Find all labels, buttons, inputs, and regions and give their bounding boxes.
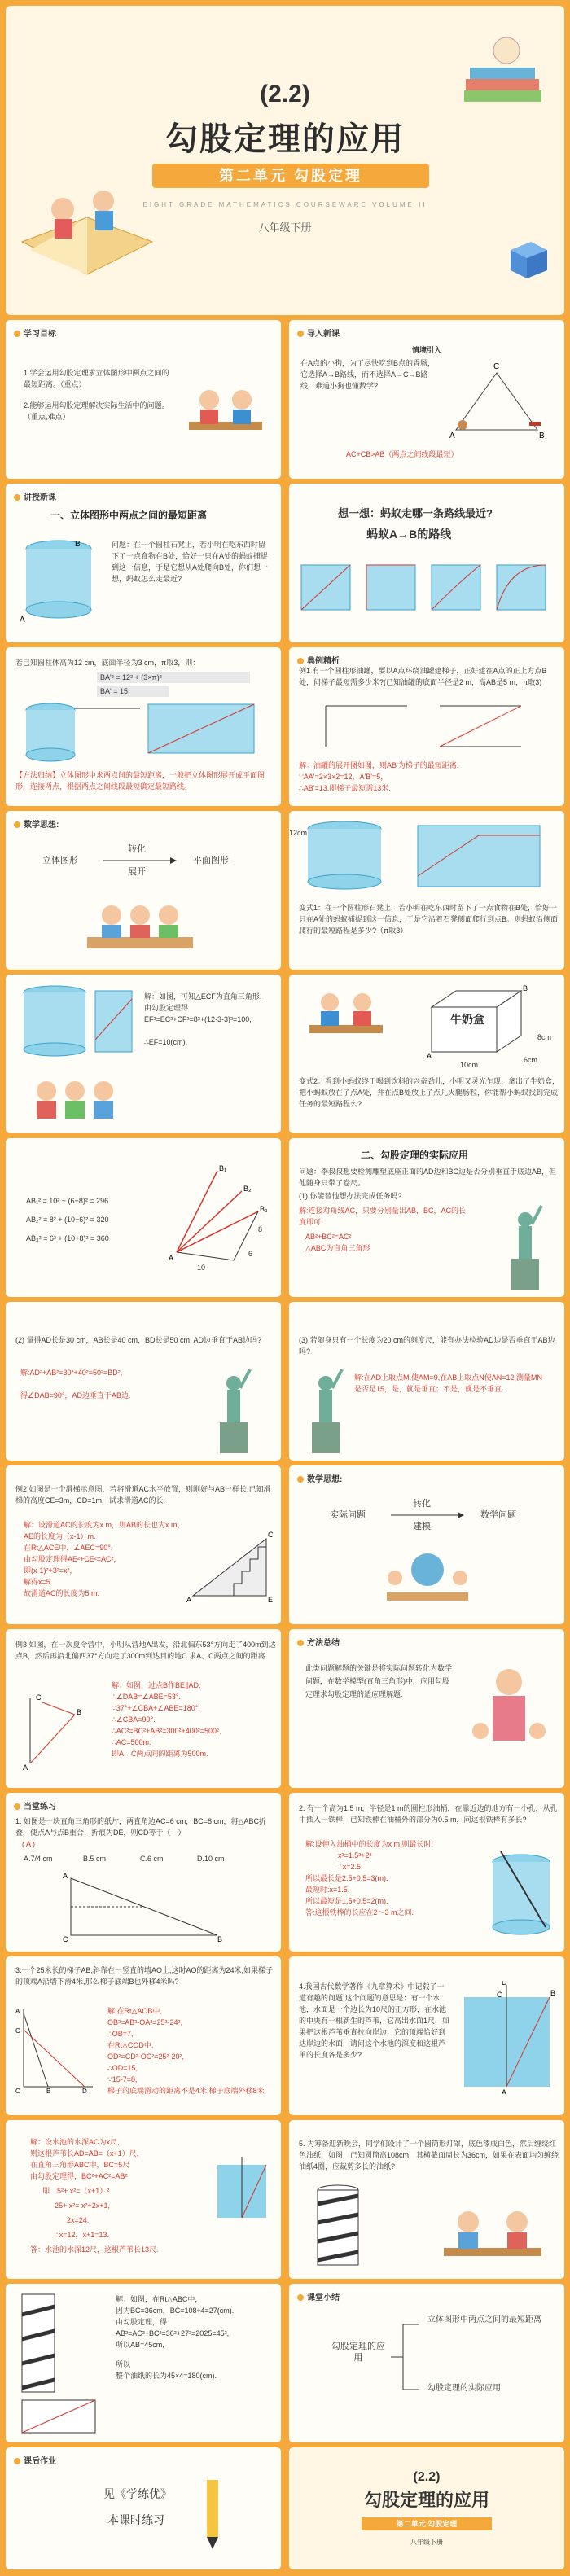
variant-2-text: 变式2：看到小蚂蚁终于喝到饮料的兴奋劲儿，小明又灵光乍现，拿出了牛奶盒，把小蚂蚁放在了点A处，并在点B处放上了点儿火腿肠粒，你能帮小蚂蚁找到完成任务的最短路程么? [299, 1077, 560, 1108]
arrow-icon [103, 856, 177, 865]
solution-7: 即A，C两点间的距离为500m. [112, 1750, 208, 1758]
svg-text:B: B [550, 1989, 556, 1997]
svg-text:B: B [46, 2088, 51, 2095]
question-text: 1. 如图是一块直角三角形的纸片，两直角边AC=6 cm，BC=8 cm，将△ABC折叠，使点A与点B重合，折痕为DE，则CD等于（ ） [15, 1817, 266, 1837]
height-label: 12cm [289, 829, 308, 837]
solution-6: 所以 [116, 2360, 131, 2368]
svg-text:B: B [77, 1708, 82, 1716]
statue-icon [497, 1202, 554, 1291]
option-c: C.6 cm [140, 1855, 164, 1863]
answer-1: 解:AD²+AB²=30²+40²=50²=BD², [20, 1369, 123, 1377]
solution-2: ∴∠DAB=∠ABE=53°. [112, 1693, 181, 1701]
pond-figure-small [213, 2157, 270, 2222]
svg-text:D: D [82, 2088, 87, 2095]
svg-text:A: A [23, 1763, 28, 1772]
solution-8: 梯子的底端滑动的距离不是4米,梯子底端外移8米 [107, 2087, 265, 2095]
statue-icon [297, 1365, 354, 1455]
svg-text:C: C [493, 362, 500, 371]
cover-title: 勾股定理的应用 [165, 121, 405, 157]
question-text: 3.一个25米长的梯子AB,斜靠在一竖直的墙AO上,这时AO的距离为24米,如果梯子的顶端A沿墙下滑4米,那么梯子底端B也外移4米吗? [15, 1966, 274, 1986]
example-text: 例2 如图是一个滑梯示意图，若将滑道AC水平放置，则刚好与AB一样长.已知滑梯的高度CE=3m，CD=1m，试求滑道AC的长. [15, 1485, 271, 1505]
slide-example-2 [6, 1465, 281, 1624]
svg-text:B: B [539, 432, 545, 440]
idea-middle-top: 转化 [128, 844, 146, 854]
solution-3: ∴x=2.5 [338, 1863, 361, 1871]
slide-practice-4-solution [6, 2120, 281, 2279]
svg-text:A: A [15, 2008, 20, 2015]
solution-7: ∵15-7=8, [107, 2075, 138, 2083]
solution-5: OD²=CD²-OC²=25²-20², [107, 2052, 185, 2061]
cover-slide [6, 6, 564, 315]
slide-header: 导入新课 [297, 326, 340, 339]
solution-3: 由勾股定理，得 [116, 2318, 168, 2326]
teacher-illustration [464, 1662, 554, 1759]
solution-5: 所以AB=45cm, [116, 2341, 164, 2349]
slide-header: 课堂小结 [297, 2290, 340, 2302]
svg-text:E: E [268, 1596, 274, 1604]
formula-1: BA'² = 12² + (3×π)² [97, 672, 250, 683]
slide-example-3 [6, 1629, 281, 1788]
svg-text:B₃: B₃ [260, 1205, 268, 1213]
solution-line-1: 解：如图，可知△ECF为直角三角形, [144, 992, 262, 1001]
edge-6: 6 [248, 1250, 253, 1258]
cylinder-figure [18, 537, 99, 626]
question-text: 5. 为筹备迎新晚会，同学们设计了一个圆筒形灯罩，底色漆成白色，然后缠绕红色油纸，如图，已知圆筒高108cm，其横截面周长为36cm，如果在表面均匀缠绕油纸4圈，应裁剪多长的油纸? [299, 2140, 559, 2171]
solution-1: 解：如图，在Rt△ABC中， [116, 2295, 203, 2303]
solution-1: 解：设水池的水深AC为x尺, [30, 2138, 120, 2146]
slide-unfold [6, 647, 281, 806]
intro-inequality: AC+CB>AB（两点之间线段最短） [346, 450, 458, 458]
solution-line-3: EF²=EC²+CF²=8²+(12-3-3)²=100, [144, 1015, 252, 1023]
svg-text:C: C [36, 1693, 42, 1702]
idea-right: 数学问题 [480, 1510, 516, 1520]
teacher-kids-illustration [305, 984, 387, 1049]
slide-math-idea-2 [289, 1465, 564, 1624]
edge-8: 8 [258, 1225, 263, 1233]
think-route: 蚂蚁A→B的路线 [366, 528, 452, 541]
slide-variant-1 [289, 811, 564, 970]
solution-6: 所以最短是1.5+0.5=2(m). [305, 1897, 388, 1905]
ending-lesson-number: (2.2) [413, 2470, 441, 2484]
question-text: (3) 若随身只有一个长度为20 cm的刻度尺，能有办法检验AD边是否垂直于AB边吗? [299, 1336, 555, 1356]
slide-variant-1-solution [6, 975, 281, 1133]
cube-icon [502, 234, 551, 283]
solution-4: 由勾股定理得，BC²+AC²=AB² [30, 2172, 128, 2180]
slide-variant-2 [289, 975, 564, 1133]
idea-middle-bottom: 建模 [413, 1522, 431, 1531]
svg-text:A: A [502, 2088, 507, 2095]
solution-line-2: 由勾股定理得 [144, 1004, 189, 1012]
solution-5: 即 5²+ x²=（x+1）² [42, 2187, 110, 2195]
cover-unit: 第二单元 勾股定理 [152, 164, 429, 188]
idea-middle-top: 转化 [413, 1499, 431, 1509]
summary-bracket [391, 2320, 423, 2394]
section-title: 一、立体图形中两点之间的最短距离 [50, 510, 208, 521]
milk-box-label: 牛奶盒 [450, 1013, 484, 1026]
slide-header: 课后作业 [14, 2454, 56, 2466]
solution-8: ∴x=12，x+1=13. [55, 2231, 110, 2239]
objective-1: 1.学会运用勾股定理求立体图形中两点之间的最短距离。（重点） [24, 369, 169, 388]
idea-right: 平面图形 [193, 856, 229, 865]
dim-10: 10cm [460, 1061, 479, 1069]
answer: 解:在AD上取点M,使AM=9,在AB上取点N使AN=12,测量MN是否是15，是，就是垂直；不是，就是不垂直. [354, 1373, 543, 1393]
scene-subtitle: 情境引入 [411, 346, 441, 354]
route-options-figure [297, 557, 558, 622]
slide-practice-5 [289, 2120, 564, 2279]
slide-header: 数学思想: [14, 817, 59, 830]
triangle-figure [55, 1870, 234, 1943]
problem-text: 问题：李叔叔想要检测雕塑底座正面的AD边和BC边是否分别垂直于底边AB，但他随身只带了卷尺。 [299, 1168, 557, 1187]
question-text: 2. 有一个高为1.5 m，半径是1 m的圆柱形油桶，在靠近边的地方有一小孔，从孔中插入一铁棒，已知铁棒在油桶外的部分为0.5 m，问这根铁棒有多长? [299, 1804, 558, 1824]
slide-practice-5-solution [6, 2284, 281, 2442]
ending-unit: 第二单元 勾股定理 [362, 2517, 492, 2530]
globe-kids-illustration [379, 1545, 476, 1610]
solution-3: 在直角三角形ABC中，BC=5尺 [30, 2161, 130, 2169]
svg-text:A: A [186, 1596, 192, 1604]
solution-1: 解：设滑道AC的长度为x m，则AB的长也为x m，AE的长度为（x-1）m. [24, 1521, 185, 1540]
solution-3: ∴OB=7, [107, 2030, 134, 2038]
solution-6: ∴OD=15, [107, 2064, 138, 2072]
solution-4: AB²=AC²+BC²=36²+27²=2025=45², [116, 2329, 230, 2337]
section-title: 二、勾股定理的实际应用 [361, 1150, 469, 1161]
slide-math-idea-1 [6, 811, 281, 970]
svg-text:C: C [63, 1935, 68, 1943]
path-2: AB₂² = 8² + (10+6)² = 320 [26, 1216, 109, 1224]
solution-4: 在Rt△COD中, [107, 2041, 154, 2049]
lantern-unfold-figure [14, 2290, 99, 2437]
children-reading-illustration [79, 892, 201, 957]
dim-8: 8cm [537, 1033, 552, 1041]
variant-text: 变式1：在一个圆柱形石凳上，若小明在吃东西时留下了一点食物在B处，恰好一只在A处的蚂蚁捕捉到这一信息，于是它沿着石凳侧面爬行到点B。则蚂蚁沿侧面爬行的最短路程是多少?（π取3） [299, 904, 559, 935]
solution-1: 解:在Rt△AOB中, [107, 2007, 162, 2015]
method-summary [15, 769, 276, 792]
question-text: (2) 量得AD长是30 cm，AB长是40 cm，BD长是50 cm. AD边垂直于AB边吗? [15, 1336, 262, 1344]
intro-paragraph: 在A点的小狗，为了尽快吃到B点的香肠，它选择A→B路线，而不选择A→C→B路线，难道小狗也懂数学? [300, 359, 436, 390]
solution-3: ∴AB'=13.即梯子最短需13米. [299, 784, 391, 792]
cylinder-ant-figure [296, 819, 556, 892]
svg-text:C: C [268, 1531, 274, 1539]
answer: ( A ) [22, 1840, 36, 1848]
ending-title: 勾股定理的应用 [363, 2490, 489, 2510]
paths-diagram [169, 1163, 274, 1268]
solution-1: 解：如图，过点B作BE∥AD. [112, 1681, 201, 1689]
pencil-icon [197, 2472, 230, 2553]
solution-4: ∴∠CBA=90°. [112, 1715, 156, 1724]
solution-4: 即(x-1)²+3²=x²， [24, 1566, 77, 1575]
slide-shortest-path [6, 484, 281, 642]
slide-homework [6, 2447, 281, 2569]
answer-3: △ABC为直角三角形 [305, 1244, 370, 1252]
option-a: A.7/4 cm [24, 1855, 53, 1863]
example-text: 例1 有一个圆柱形油罐，要以A点环绕油罐建梯子，正好建在A点的正上方点B处，问梯子最短需多少米?(已知油罐的底面半径是2 m，高AB是5 m，π取3) [299, 667, 547, 686]
question-text: 4.我国古代数学著作《九章算术》中记载了一道有趣的问题.这个问题的意思是：有一个水池，水面是一个边长为10尺的正方形，在水池的中央有一根新生的芦苇，它高出水面1尺，如果把这根芦苇垂直拉向岸边，它的顶端恰好到达岸边的水面，请问这个水池的深度和这根芦苇的长度各是多少? [299, 1982, 450, 2059]
cover-english: EIGHT GRADE MATHEMATICS COURSEWARE VOLUME II [142, 201, 428, 208]
slide-think [289, 484, 564, 642]
homework-line-2: 本课时练习 [107, 2513, 164, 2526]
solution-9: 答：水池的水深12尺，这根芦苇长13尺. [30, 2245, 159, 2254]
slide-summary [289, 2284, 564, 2442]
svg-text:A: A [63, 1872, 68, 1880]
solution-2: 则这根芦苇长AD=AB=（x+1）尺, [30, 2149, 139, 2158]
solution-2: OB²=AB²-OA²=25²-24², [107, 2018, 183, 2026]
lantern-figure [314, 2184, 362, 2273]
given-text: 若已知圆柱体高为12 cm，底面半径为3 cm，π取3，则： [15, 659, 200, 667]
solution-7: 答:这根铁棒的长应在2～3 m之间. [305, 1908, 414, 1917]
solution-2: 因为BC=36cm，BC=108÷4=27(cm). [116, 2307, 235, 2315]
solution-6: 故滑道AC的长度为5 m. [24, 1589, 100, 1597]
solution-2: ∵AA'=2×3×2=12，A'B'=5， [299, 773, 388, 781]
svg-text:B₁: B₁ [219, 1164, 227, 1172]
slide-practice-2 [289, 1793, 564, 1952]
solution-5: 解得x=5. [24, 1578, 53, 1586]
slide-real-application [289, 1138, 564, 1297]
svg-text:A: A [169, 1254, 174, 1262]
option-d: D.10 cm [197, 1855, 225, 1863]
slide-practice-4 [289, 1956, 564, 2115]
idea-left: 立体图形 [42, 856, 78, 865]
edge-10: 10 [197, 1264, 206, 1272]
direction-figure [18, 1690, 91, 1772]
question-1: (1) 你能替他想办法完成任务吗? [299, 1192, 402, 1200]
svg-text:B: B [523, 984, 528, 992]
slide-practice-3 [6, 1956, 281, 2115]
slide-header: 典例精析 [297, 654, 340, 666]
solution-line-4: ∴EF=10(cm). [144, 1038, 187, 1046]
formula-2: BA' = 15 [97, 686, 169, 697]
slide-question-3 [289, 1302, 564, 1461]
svg-text:B₂: B₂ [243, 1185, 252, 1193]
think-question: 想一想：蚂蚁走哪一条路线最近? [338, 507, 493, 519]
intro-conclusion [346, 449, 558, 460]
svg-text:C: C [497, 1991, 502, 1999]
method-text: 【方法归纳】立体图形中求两点间的最短距离，一般把立体图形展开成平面图形，连接两点，根据两点之间线段最短确定最短路线。 [15, 771, 265, 791]
solution-2: 在Rt△ACE中，∠AEC=90°， [24, 1544, 118, 1552]
solution-6: ∴AC=500m. [112, 1738, 151, 1746]
path-3: AB₃² = 6² + (10+8)² = 360 [26, 1234, 109, 1242]
cover-lesson-number: (2.2) [260, 81, 310, 107]
solution-3: 由勾股定理得AE²+CE²=AC²， [24, 1555, 121, 1563]
solution-2: x²=1.5²+2² [338, 1851, 372, 1860]
svg-text:A: A [449, 432, 455, 440]
slide-header: 方法总结 [297, 1636, 340, 1648]
slide-figure [185, 1522, 274, 1604]
svg-text:A: A [20, 616, 25, 624]
slide-intro [289, 320, 564, 479]
arrow-icon [391, 1510, 464, 1520]
slide-header: 讲授新课 [14, 490, 56, 502]
pond-figure [456, 1981, 558, 2095]
cylinder-unfold-figure [18, 700, 262, 765]
slide-objectives [6, 320, 281, 479]
solution-5: 最短时:x=1.5. [305, 1886, 350, 1894]
homework-line-1: 见《学练优》 [103, 2487, 172, 2500]
summary-item-1: 立体图形中两点之间的最短距离 [428, 2315, 542, 2324]
slide-question-2 [6, 1302, 281, 1461]
summary-item-2: 勾股定理的实际应用 [428, 2384, 501, 2393]
svg-text:D: D [502, 1981, 507, 1987]
cover-grade: 八年级下册 [258, 221, 312, 234]
kids-illustration [22, 1071, 120, 1128]
solution-7: 整个油纸的长为45×4=180(cm). [116, 2372, 217, 2380]
slide-practice-1 [6, 1793, 281, 1952]
objective-2: 2.能够运用勾股定理解决实际生活中的问题。（重点,难点） [24, 401, 169, 421]
barrel-figure [484, 1850, 558, 1939]
slide-header: 学习目标 [14, 326, 56, 339]
svg-text:O: O [15, 2088, 21, 2095]
answer-2: AB²+BC²=AC² [305, 1233, 352, 1241]
dog-path-diagram [448, 357, 554, 446]
idea-middle-bottom: 展开 [128, 867, 146, 877]
tank-figure [309, 698, 537, 755]
slide-header: 数学思想: [297, 1472, 342, 1484]
slide-example-1 [289, 647, 564, 806]
svg-text:C: C [15, 2027, 20, 2035]
method-text: 此类问题解题的关键是将实际问题转化为数学问题，在数学模型(直角三角形)中，应用勾股定理求勾股定理的适应理解题. [305, 1664, 453, 1698]
slide-ending [289, 2447, 564, 2569]
solution-4: 所以最长是2.5+0.5=3(m). [305, 1874, 388, 1882]
example-text: 例3 如图，在一次夏令营中，小明从营地A出发，沿北偏东53°方向走了400m到达点B，然后再沿北偏西37°方向走了300m到达目的地C.求A、C两点之间的距离. [15, 1641, 276, 1660]
slide-box-paths [6, 1138, 281, 1297]
solution-5: ∴AC²=BC²+AB²=300²+400²=500², [112, 1727, 221, 1735]
students-discussing-illustration [436, 2197, 550, 2271]
svg-text:B: B [217, 1935, 223, 1943]
unfolded-cylinder-figure [14, 983, 136, 1064]
students-illustration [181, 377, 270, 450]
solution-7: 2x=24, [67, 2216, 90, 2224]
slide-method-summary [289, 1629, 564, 1788]
option-b: B.5 cm [83, 1855, 107, 1863]
solution-6: 25+ x²= x²+2x+1, [55, 2201, 111, 2210]
statue-icon [205, 1365, 262, 1455]
solution-1: 解：油罐的展开图如图，则AB'为梯子的最短距离. [299, 761, 459, 769]
idea-left: 实际问题 [330, 1510, 366, 1520]
ending-grade: 八年级下册 [410, 2539, 443, 2546]
svg-text:A: A [427, 1052, 432, 1060]
path-1: AB₁² = 10² + (6+8)² = 296 [26, 1197, 109, 1205]
solution-1: 解:设伸入油桶中的长度为x m,则最长时: [305, 1840, 433, 1848]
dim-6: 6cm [524, 1056, 538, 1064]
ladder-figure [15, 2005, 97, 2095]
solution-3: ∵37°+∠CBA+∠ABE=180°, [112, 1704, 200, 1712]
answer-2: 得∠DAB=90°，AD边垂直于AB边. [20, 1391, 131, 1400]
answer-1: 解:连接对角线AC，只要分别量出AB，BC，AC的长度即可. [299, 1207, 467, 1226]
summary-center: 勾股定理的应用 [331, 2342, 385, 2363]
slide-header: 当堂练习 [14, 1799, 56, 1812]
problem-text: 问题：在一个圆柱石凳上，若小明在吃东西时留下了一点食物在B处，恰好一只在A处的蚂蚁捕捉到这一信息，于是它想从A处爬向B处，你们想一想，蚂蚁怎么走最近? [112, 541, 269, 583]
svg-text:B: B [75, 540, 81, 549]
